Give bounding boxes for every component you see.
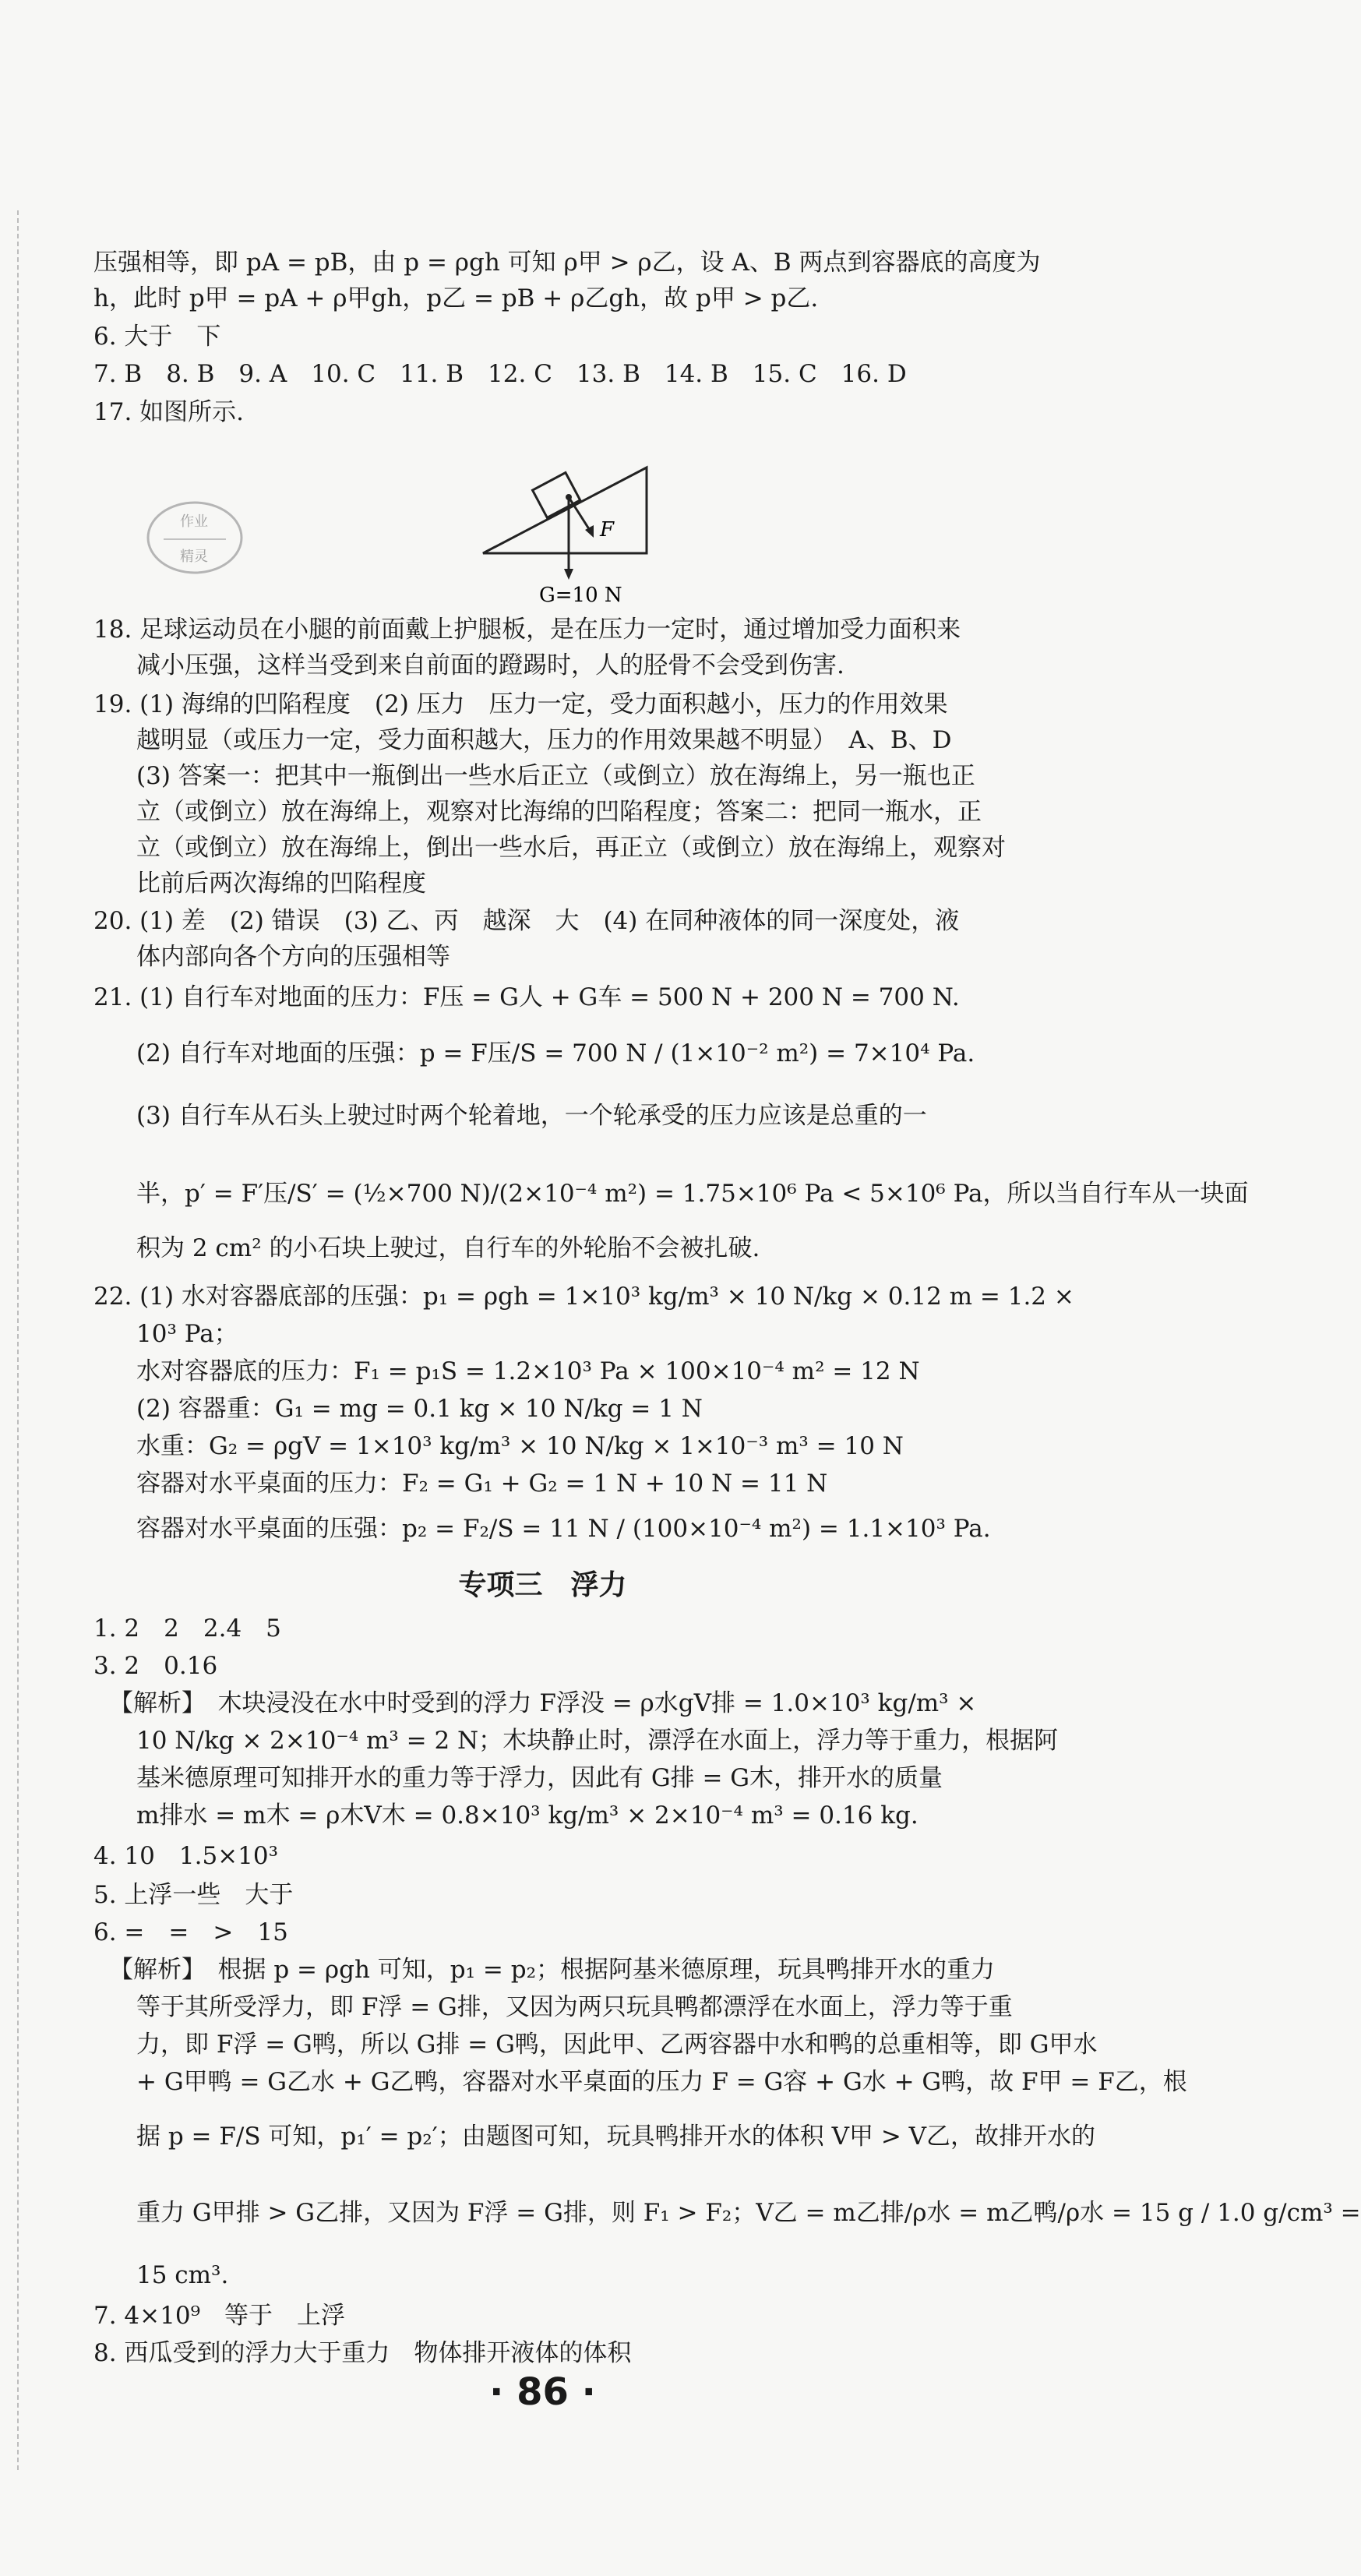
answer-6: 6. 大于 下 [93, 323, 221, 351]
text-line: 水重：G₂ = ρgV = 1×10³ kg/m³ × 10 N/kg × 1×10⁻³ m³ = 10 N [136, 1432, 904, 1460]
answer-17: 17. 如图所示. [93, 398, 245, 426]
text-line: m排水 = m木 = ρ木V木 = 0.8×10³ kg/m³ × 2×10⁻⁴ m³ = 0.16 kg. [136, 1801, 918, 1830]
incline-ramp [483, 468, 647, 553]
answer-18: 18. 足球运动员在小腿的前面戴上护腿板，是在压力一定时，通过增加受力面积来 [93, 616, 961, 644]
answer-19: 19. (1) 海绵的凹陷程度 (2) 压力 压力一定，受力面积越小，压力的作用效果 [93, 690, 948, 718]
answer-22: 22. (1) 水对容器底部的压强：p₁ = ρgh = 1×10³ kg/m³ × 10 N/kg × 0.12 m = 1.2 × [93, 1283, 1074, 1311]
text-line: 基米德原理可知排开水的重力等于浮力，因此有 G排 = G木，排开水的质量 [136, 1764, 943, 1792]
text-line: 10³ Pa； [136, 1320, 238, 1348]
text-line: (2) 容器重：G₁ = mg = 0.1 kg × 10 N/kg = 1 N [136, 1395, 703, 1423]
text-line: (3) 答案一：把其中一瓶倒出一些水后正立（或倒立）放在海绵上，另一瓶也正 [136, 762, 975, 790]
svg-text:精灵: 精灵 [180, 549, 208, 565]
text-line: 压强相等，即 pA = pB，由 p = ρgh 可知 ρ甲 > ρ乙，设 A、B 两点到容器底的高度为 [93, 249, 1041, 277]
text-line: 力，即 F浮 = G鸭，所以 G排 = G鸭，因此甲、乙两容器中水和鸭的总重相等，即 G甲水 [136, 2031, 1098, 2059]
text-line: 越明显（或压力一定，受力面积越大，压力的作用效果越不明显） A、B、D [136, 726, 952, 754]
text-line: 立（或倒立）放在海绵上，倒出一些水后，再正立（或倒立）放在海绵上，观察对 [136, 834, 1006, 862]
text-line: (3) 自行车从石头上驶过时两个轮着地，一个轮承受的压力应该是总重的一 [136, 1102, 927, 1130]
text-line: 体内部向各个方向的压强相等 [136, 943, 450, 971]
block-on-incline [533, 473, 580, 518]
float-answer-8: 8. 西瓜受到的浮力大于重力 物体排开液体的体积 [93, 2339, 632, 2367]
float-answer-1: 1. 2 2 2.4 5 [93, 1614, 281, 1643]
text-line: 重力 G甲排 > G乙排，又因为 F浮 = G排，则 F₁ > F₂；V乙 = m乙排/ρ水 = m乙鸭/ρ水 = 15 g / 1.0 g/cm³ = [136, 2199, 1361, 2227]
float-answer-5: 5. 上浮一些 大于 [93, 1881, 294, 1909]
section-title: 专项三 浮力 [458, 1569, 627, 1601]
text-line: (2) 自行车对地面的压强：p = F压/S = 700 N / (1×10⁻² m²) = 7×10⁴ Pa. [136, 1039, 975, 1067]
answer-20: 20. (1) 差 (2) 错误 (3) 乙、丙 越深 大 (4) 在同种液体的同一深度处，液 [93, 907, 960, 935]
text-line: 积为 2 cm² 的小石块上驶过，自行车的外轮胎不会被扎破. [136, 1234, 760, 1262]
float-answer-6: 6. = = > 15 [93, 1918, 288, 1946]
text-line: 15 cm³. [136, 2261, 229, 2289]
text-line: h，此时 p甲 = pA + ρ甲gh，p乙 = pB + ρ乙gh，故 p甲 > p乙. [93, 284, 819, 312]
text-line: 10 N/kg × 2×10⁻⁴ m³ = 2 N；木块静止时，漂浮在水面上，浮力等于重力，根据阿 [136, 1727, 1059, 1755]
answer-7-16: 7. B 8. B 9. A 10. C 11. B 12. C 13. B 14. B 15. C 16. D [93, 360, 907, 388]
text-line: + G甲鸭 = G乙水 + G乙鸭，容器对水平桌面的压力 F = G容 + G水 + G鸭，故 F甲 = F乙，根 [136, 2068, 1187, 2096]
text-line: 水对容器底的压力：F₁ = p₁S = 1.2×10³ Pa × 100×10⁻⁴ m² = 12 N [136, 1357, 920, 1385]
answer-21: 21. (1) 自行车对地面的压力：F压 = G人 + G车 = 500 N + 200 N = 700 N. [93, 983, 960, 1011]
text-line: 立（或倒立）放在海绵上，观察对比海绵的凹陷程度；答案二：把同一瓶水，正 [136, 798, 982, 826]
float-answer-7: 7. 4×10⁹ 等于 上浮 [93, 2302, 346, 2330]
float-answer-3: 3. 2 0.16 [93, 1652, 218, 1680]
text-line: 据 p = F/S 可知，p₁′ = p₂′；由题图可知，玩具鸭排开水的体积 V甲 > V乙，故排开水的 [136, 2123, 1096, 2151]
watermark-stamp [136, 491, 253, 584]
incline-force-diagram [483, 436, 670, 616]
analysis-text: 【解析】 根据 p = ρgh 可知，p₁ = p₂；根据阿基米德原理，玩具鸭排开水的重力 [109, 1956, 995, 1984]
text-line: 等于其所受浮力，即 F浮 = G排，又因为两只玩具鸭都漂浮在水面上，浮力等于重 [136, 1993, 1013, 2021]
gravity-label: G=10 N [539, 584, 622, 607]
float-answer-4: 4. 10 1.5×10³ [93, 1842, 279, 1870]
analysis-text: 【解析】 木块浸没在水中时受到的浮力 F浮没 = ρ水gV排 = 1.0×10³ kg/m³ × [109, 1689, 977, 1717]
svg-text:作业: 作业 [180, 513, 208, 530]
text-line: 半，p′ = F′压/S′ = (½×700 N)/(2×10⁻⁴ m²) = 1.75×10⁶ Pa < 5×10⁶ Pa，所以当自行车从一块面 [136, 1180, 1249, 1208]
text-line: 减小压强，这样当受到来自前面的蹬踢时，人的胫骨不会受到伤害. [136, 651, 844, 679]
force-label: F [600, 518, 615, 542]
text-line: 容器对水平桌面的压力：F₂ = G₁ + G₂ = 1 N + 10 N = 11 N [136, 1470, 828, 1498]
page-number: · 86 · [489, 2370, 596, 2414]
text-line: 容器对水平桌面的压强：p₂ = F₂/S = 11 N / (100×10⁻⁴ m²) = 1.1×10³ Pa. [136, 1515, 991, 1543]
text-line: 比前后两次海绵的凹陷程度 [136, 870, 426, 898]
binding-margin-line [17, 210, 19, 2470]
